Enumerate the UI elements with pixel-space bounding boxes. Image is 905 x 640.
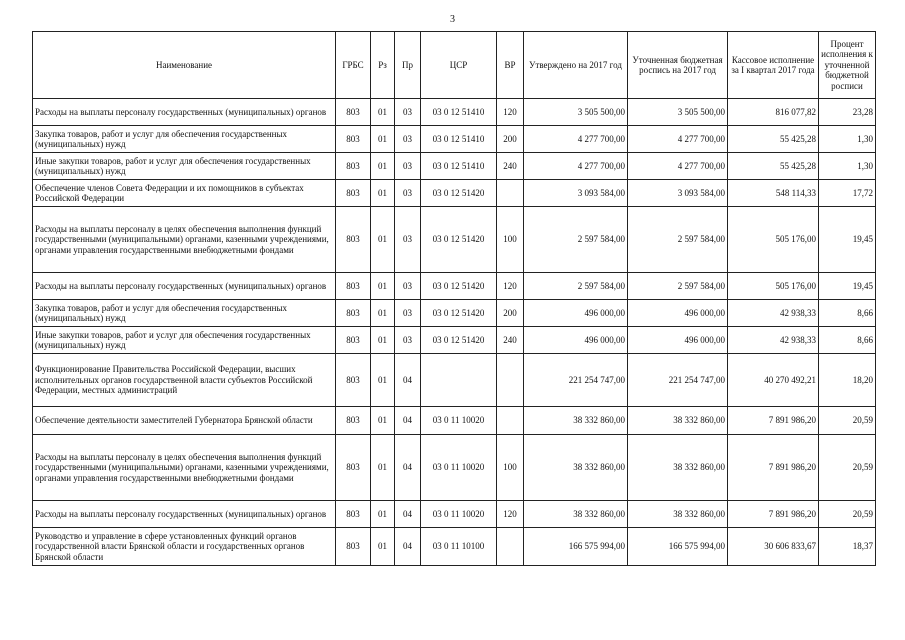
row-approved: 4 277 700,00 (524, 126, 628, 153)
row-percent: 20,59 (819, 407, 876, 435)
row-vr: 120 (497, 501, 524, 528)
row-pr: 03 (395, 207, 421, 273)
row-cash: 40 270 492,21 (728, 354, 819, 407)
table-row (33, 207, 876, 273)
row-grbs: 803 (336, 153, 371, 180)
row-refined: 4 277 700,00 (628, 126, 728, 153)
row-pr: 04 (395, 354, 421, 407)
row-name: Обеспечение деятельности заместителей Губернатора Брянской области (33, 407, 336, 435)
row-name: Расходы на выплаты персоналу государственных (муниципальных) органов (33, 501, 336, 528)
row-cash: 505 176,00 (728, 207, 819, 273)
row-refined: 2 597 584,00 (628, 207, 728, 273)
row-rz: 01 (371, 528, 395, 566)
row-approved: 38 332 860,00 (524, 435, 628, 501)
row-csr (421, 354, 497, 407)
row-percent: 19,45 (819, 207, 876, 273)
row-approved: 2 597 584,00 (524, 207, 628, 273)
row-vr (497, 528, 524, 566)
row-approved: 166 575 994,00 (524, 528, 628, 566)
row-vr: 100 (497, 435, 524, 501)
row-grbs: 803 (336, 501, 371, 528)
row-rz: 01 (371, 435, 395, 501)
row-pr: 04 (395, 407, 421, 435)
row-approved: 496 000,00 (524, 327, 628, 354)
row-name: Закупка товаров, работ и услуг для обеспечения государственных (муниципальных) нужд (33, 126, 336, 153)
row-approved: 221 254 747,00 (524, 354, 628, 407)
row-approved: 4 277 700,00 (524, 153, 628, 180)
row-rz: 01 (371, 207, 395, 273)
row-pr: 04 (395, 435, 421, 501)
row-percent: 8,66 (819, 300, 876, 327)
row-vr (497, 180, 524, 207)
row-name: Расходы на выплаты персоналу государственных (муниципальных) органов (33, 99, 336, 126)
row-rz: 01 (371, 407, 395, 435)
col-header-cash: Кассовое исполнение за I квартал 2017 года (728, 32, 819, 99)
row-vr (497, 407, 524, 435)
col-header-grbs: ГРБС (336, 32, 371, 99)
row-csr: 03 0 11 10020 (421, 501, 497, 528)
row-name: Руководство и управление в сфере установленных функций органов государственной власти Брянской области и государственных органов Брянской области (33, 528, 336, 566)
row-refined: 38 332 860,00 (628, 407, 728, 435)
row-pr: 03 (395, 99, 421, 126)
row-refined: 496 000,00 (628, 327, 728, 354)
budget-execution-table (32, 31, 876, 566)
row-csr: 03 0 12 51410 (421, 126, 497, 153)
row-refined: 3 505 500,00 (628, 99, 728, 126)
col-header-refined: Уточненная бюджетная роспись на 2017 год (628, 32, 728, 99)
row-cash: 55 425,28 (728, 153, 819, 180)
table-row (33, 273, 876, 300)
col-header-percent: Процент исполнения к уточненной бюджетной росписи (819, 32, 876, 99)
table-row (33, 354, 876, 407)
row-rz: 01 (371, 354, 395, 407)
row-csr: 03 0 12 51410 (421, 153, 497, 180)
table-row (33, 180, 876, 207)
table-row (33, 501, 876, 528)
row-csr: 03 0 12 51420 (421, 180, 497, 207)
row-refined: 38 332 860,00 (628, 501, 728, 528)
row-vr: 240 (497, 327, 524, 354)
col-header-pr: Пр (395, 32, 421, 99)
row-name: Обеспечение членов Совета Федерации и их помощников в субъектах Российской Федерации (33, 180, 336, 207)
row-rz: 01 (371, 327, 395, 354)
row-refined: 2 597 584,00 (628, 273, 728, 300)
row-percent: 8,66 (819, 327, 876, 354)
row-name: Расходы на выплаты персоналу в целях обеспечения выполнения функций государственными (муниципальными) органами, казенными учреждениями, органами управления государственными внебюджетными фондами (33, 435, 336, 501)
row-cash: 505 176,00 (728, 273, 819, 300)
table-row (33, 435, 876, 501)
row-vr: 100 (497, 207, 524, 273)
row-approved: 3 505 500,00 (524, 99, 628, 126)
row-pr: 04 (395, 528, 421, 566)
row-csr: 03 0 12 51420 (421, 327, 497, 354)
row-percent: 23,28 (819, 99, 876, 126)
row-csr: 03 0 11 10020 (421, 435, 497, 501)
col-header-rz: Рз (371, 32, 395, 99)
row-pr: 03 (395, 126, 421, 153)
row-cash: 548 114,33 (728, 180, 819, 207)
row-vr: 120 (497, 99, 524, 126)
row-percent: 1,30 (819, 153, 876, 180)
row-cash: 7 891 986,20 (728, 501, 819, 528)
row-pr: 03 (395, 180, 421, 207)
row-grbs: 803 (336, 327, 371, 354)
row-refined: 38 332 860,00 (628, 435, 728, 501)
table-row (33, 153, 876, 180)
row-grbs: 803 (336, 300, 371, 327)
col-header-vr: ВР (497, 32, 524, 99)
row-vr (497, 354, 524, 407)
row-cash: 7 891 986,20 (728, 435, 819, 501)
table-row (33, 528, 876, 566)
row-percent: 17,72 (819, 180, 876, 207)
row-csr: 03 0 12 51410 (421, 99, 497, 126)
row-percent: 1,30 (819, 126, 876, 153)
row-grbs: 803 (336, 273, 371, 300)
row-approved: 2 597 584,00 (524, 273, 628, 300)
row-pr: 03 (395, 300, 421, 327)
row-name: Иные закупки товаров, работ и услуг для обеспечения государственных (муниципальных) нужд (33, 327, 336, 354)
row-refined: 4 277 700,00 (628, 153, 728, 180)
row-cash: 7 891 986,20 (728, 407, 819, 435)
row-percent: 19,45 (819, 273, 876, 300)
row-refined: 221 254 747,00 (628, 354, 728, 407)
row-grbs: 803 (336, 126, 371, 153)
row-grbs: 803 (336, 407, 371, 435)
row-cash: 30 606 833,67 (728, 528, 819, 566)
row-percent: 20,59 (819, 435, 876, 501)
row-csr: 03 0 11 10100 (421, 528, 497, 566)
row-name: Иные закупки товаров, работ и услуг для обеспечения государственных (муниципальных) нужд (33, 153, 336, 180)
row-name: Расходы на выплаты персоналу государственных (муниципальных) органов (33, 273, 336, 300)
row-rz: 01 (371, 126, 395, 153)
table-row (33, 126, 876, 153)
table-row (33, 407, 876, 435)
row-csr: 03 0 12 51420 (421, 207, 497, 273)
row-grbs: 803 (336, 435, 371, 501)
row-rz: 01 (371, 501, 395, 528)
row-vr: 200 (497, 300, 524, 327)
row-rz: 01 (371, 180, 395, 207)
row-rz: 01 (371, 99, 395, 126)
row-vr: 200 (497, 126, 524, 153)
row-rz: 01 (371, 300, 395, 327)
table-row (33, 327, 876, 354)
row-grbs: 803 (336, 354, 371, 407)
row-vr: 240 (497, 153, 524, 180)
col-header-csr: ЦСР (421, 32, 497, 99)
row-pr: 03 (395, 273, 421, 300)
row-approved: 496 000,00 (524, 300, 628, 327)
page-number: 3 (450, 14, 455, 25)
row-approved: 38 332 860,00 (524, 501, 628, 528)
row-name: Закупка товаров, работ и услуг для обеспечения государственных (муниципальных) нужд (33, 300, 336, 327)
row-pr: 03 (395, 153, 421, 180)
row-name: Функционирование Правительства Российской Федерации, высших исполнительных органов государственной власти субъектов Российской Федерации, местных администраций (33, 354, 336, 407)
table-row (33, 300, 876, 327)
row-refined: 3 093 584,00 (628, 180, 728, 207)
row-csr: 03 0 11 10020 (421, 407, 497, 435)
table-header-row (33, 32, 876, 99)
row-percent: 18,20 (819, 354, 876, 407)
row-refined: 496 000,00 (628, 300, 728, 327)
row-cash: 55 425,28 (728, 126, 819, 153)
row-percent: 20,59 (819, 501, 876, 528)
row-grbs: 803 (336, 99, 371, 126)
row-grbs: 803 (336, 180, 371, 207)
col-header-name: Наименование (33, 32, 336, 99)
row-pr: 03 (395, 327, 421, 354)
row-percent: 18,37 (819, 528, 876, 566)
row-name: Расходы на выплаты персоналу в целях обеспечения выполнения функций государственными (муниципальными) органами, казенными учреждениями, органами управления государственными внебюджетными фондами (33, 207, 336, 273)
row-cash: 42 938,33 (728, 300, 819, 327)
row-pr: 04 (395, 501, 421, 528)
row-grbs: 803 (336, 207, 371, 273)
row-rz: 01 (371, 273, 395, 300)
row-vr: 120 (497, 273, 524, 300)
row-cash: 42 938,33 (728, 327, 819, 354)
row-grbs: 803 (336, 528, 371, 566)
row-approved: 3 093 584,00 (524, 180, 628, 207)
row-refined: 166 575 994,00 (628, 528, 728, 566)
row-rz: 01 (371, 153, 395, 180)
row-approved: 38 332 860,00 (524, 407, 628, 435)
row-csr: 03 0 12 51420 (421, 300, 497, 327)
row-csr: 03 0 12 51420 (421, 273, 497, 300)
table-row (33, 99, 876, 126)
row-cash: 816 077,82 (728, 99, 819, 126)
col-header-approved: Утверждено на 2017 год (524, 32, 628, 99)
